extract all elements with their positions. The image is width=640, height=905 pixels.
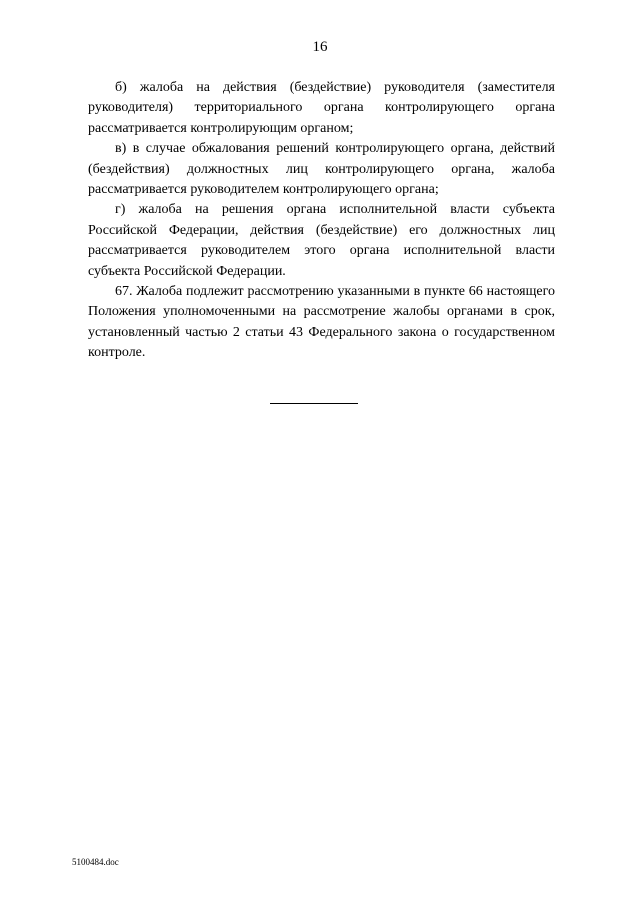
paragraph-b: б) жалоба на действия (бездействие) руководителя (заместителя руководителя) территориального органа контролирующего органа рассматривается контролирующим органом; <box>88 80 555 136</box>
document-body <box>88 78 555 364</box>
page-number: 16 <box>312 39 328 55</box>
paragraph-67: 67. Жалоба подлежит рассмотрению указанными в пункте 66 настоящего Положения уполномоченными на рассмотрение жалобы органами в срок, установленный частью 2 статьи 43 Федерального закона о государственном контроле. <box>88 284 555 361</box>
paragraph-v: в) в случае обжалования решений контролирующего органа, действий (бездействия) должностных лиц контролирующего органа, жалоба рассматривается руководителем контролирующего органа; <box>88 141 555 198</box>
document-code: 5100484.doc <box>72 857 119 867</box>
paragraph-g: г) жалоба на решения органа исполнительной власти субъекта Российской Федерации, действия (бездействие) его должностных лиц рассматривается руководителем этого органа исполнительной власти субъекта Российской Федерации. <box>88 202 555 279</box>
end-divider <box>270 403 358 404</box>
